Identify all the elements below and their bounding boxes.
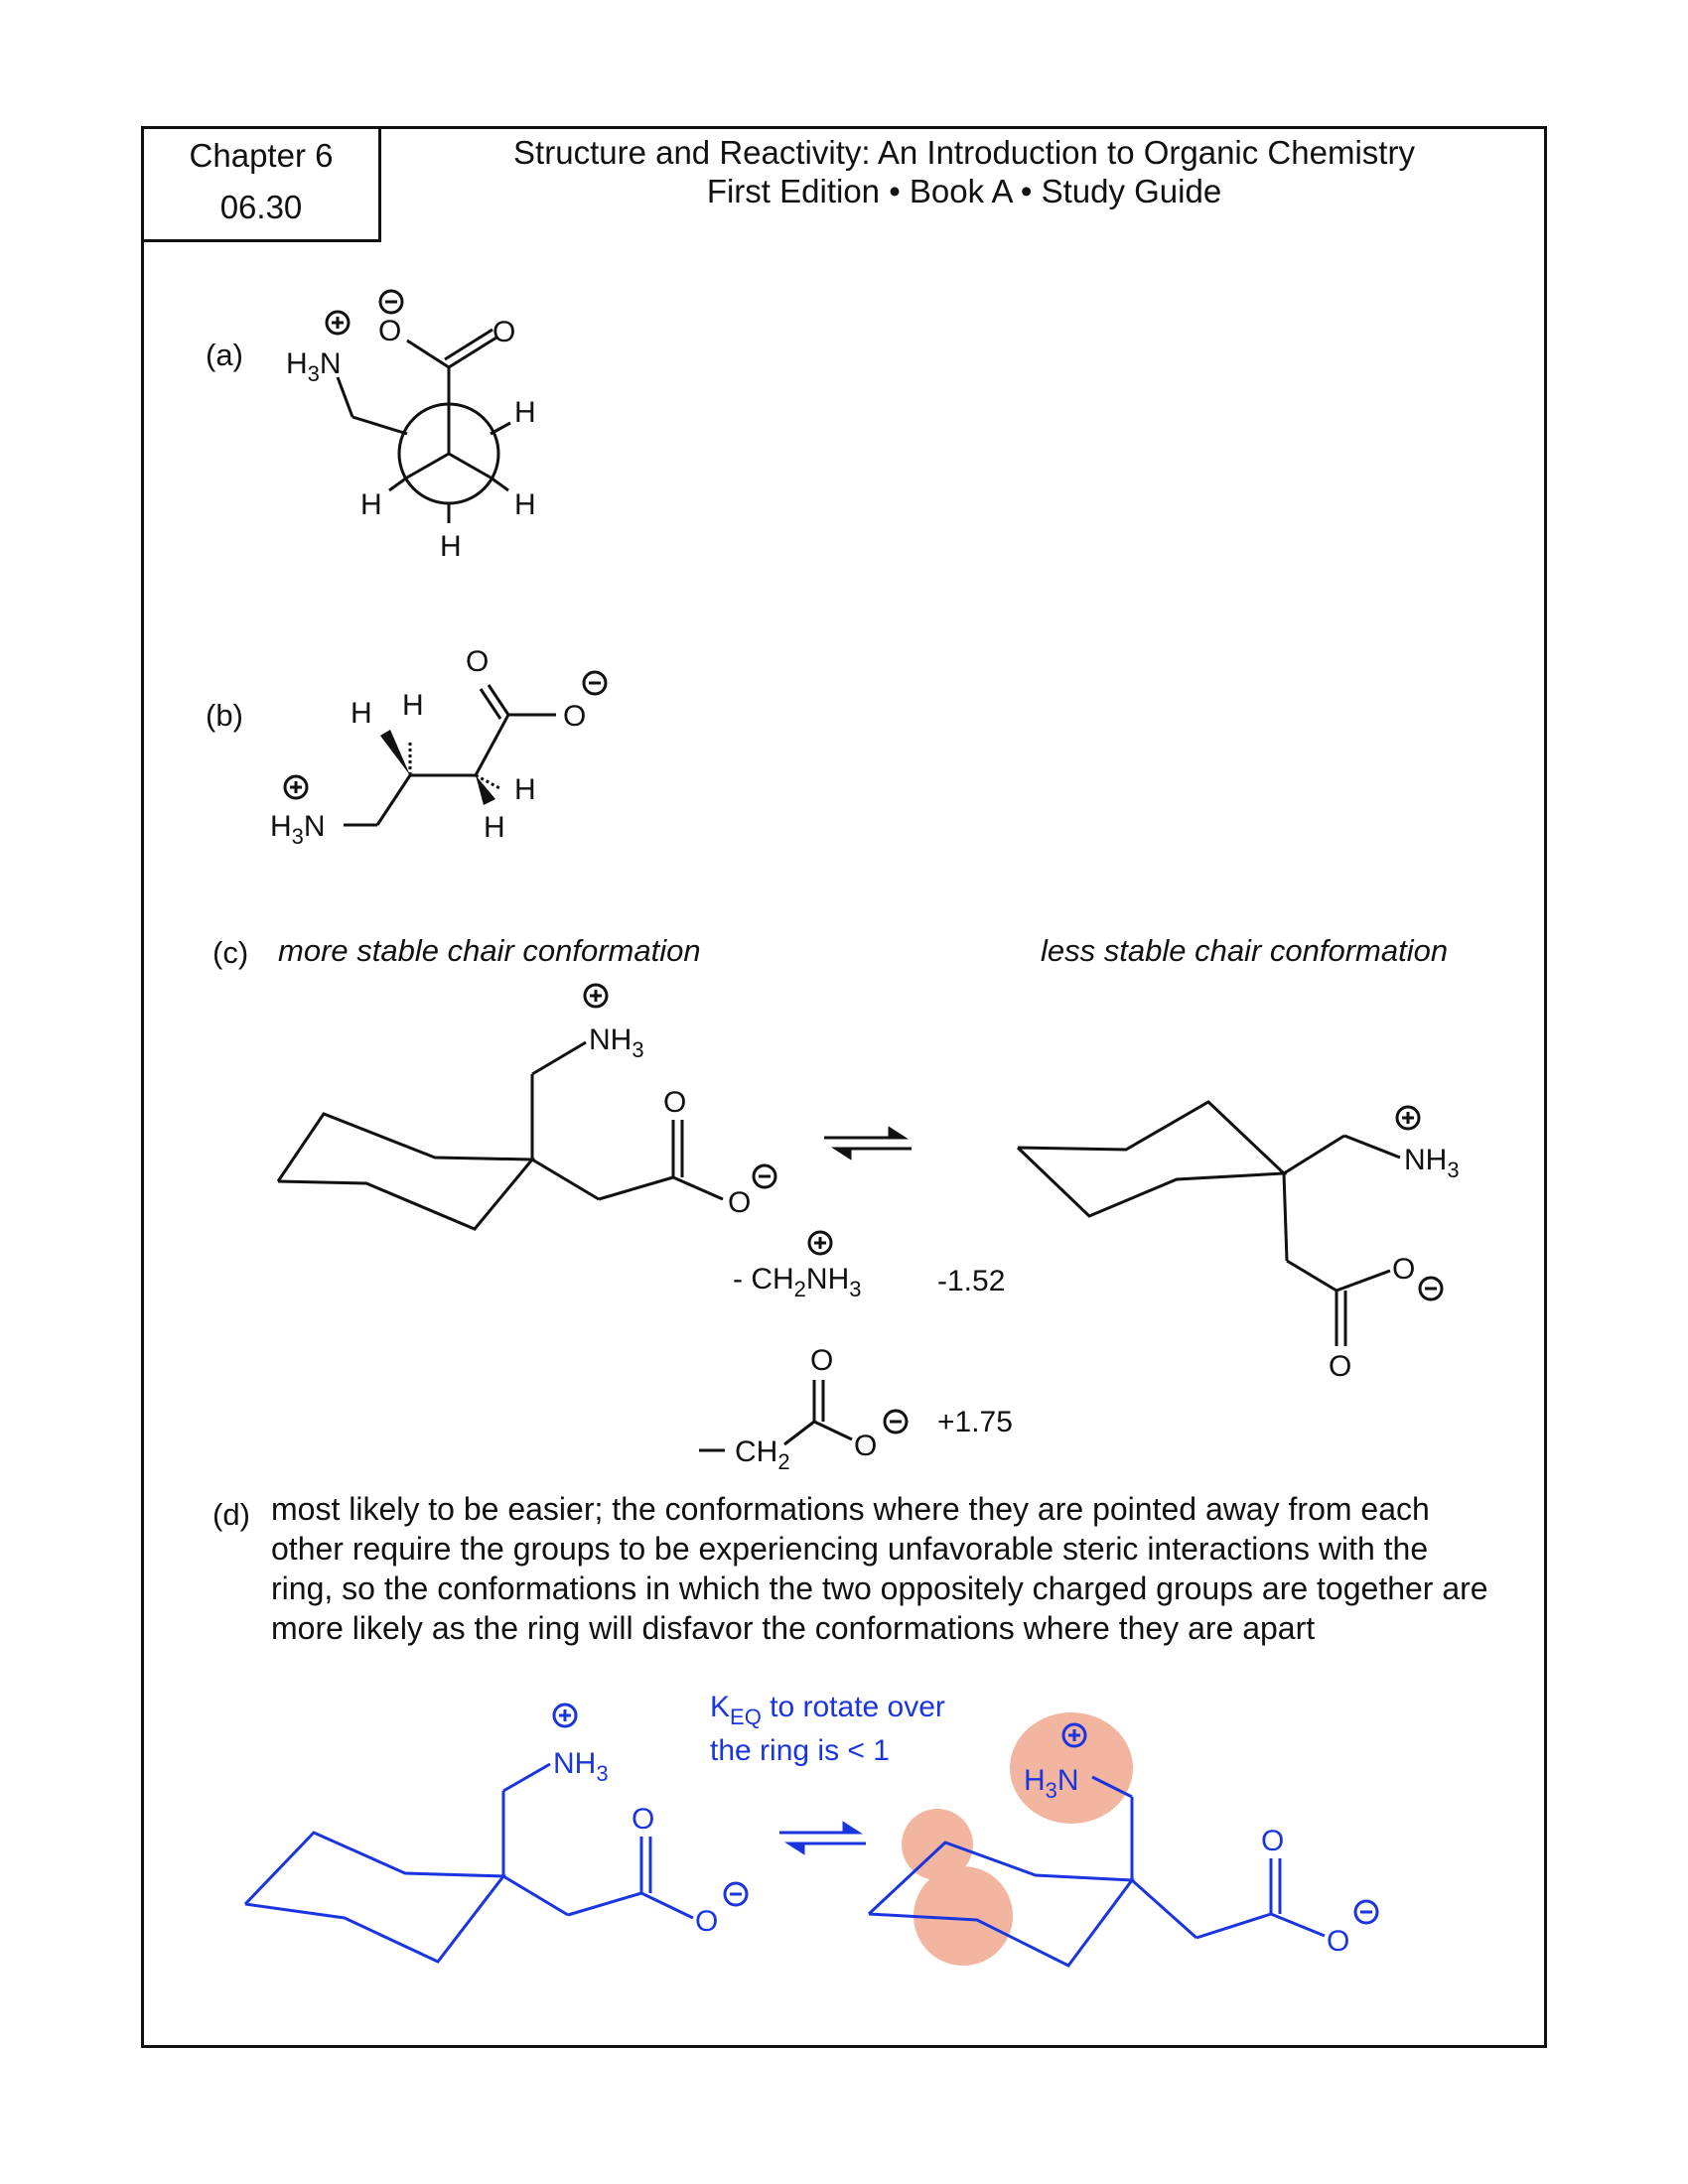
a-value-2: +1.75 — [937, 1406, 1013, 1438]
chair-left-atoms — [589, 1024, 751, 1219]
skeletal-atoms — [270, 645, 586, 849]
wedge-bond — [380, 730, 410, 775]
answer-line: more likely as the ring will disfavor the conformations where they are apart — [271, 1610, 1316, 1646]
part-d-label: (d) — [212, 1497, 250, 1532]
more-stable-caption: more stable chair conformation — [278, 933, 701, 968]
atom-h: H — [514, 396, 536, 429]
chair-more-stable — [278, 1042, 723, 1229]
problem-number: 06.30 — [219, 189, 303, 225]
answer-line: other require the groups to be experiencing unfavorable steric interactions with the — [271, 1531, 1429, 1567]
a-value-1: -1.52 — [937, 1265, 1006, 1297]
positive-charge-icon — [585, 985, 607, 1007]
part-b-label: (b) — [206, 698, 243, 733]
keq-annotation-line2: the ring is < 1 — [710, 1734, 890, 1767]
positive-charge-icon — [285, 776, 307, 798]
svg-text:H3N: $H_3N$ — [1024, 1764, 1079, 1803]
keq-annotation — [710, 1691, 945, 1767]
svg-text:O: O — [854, 1430, 878, 1462]
negative-charge-icon — [380, 291, 402, 313]
svg-text:H: H — [514, 773, 536, 806]
book-title: Structure and Reactivity: An Introduction to Organic Chemistry — [513, 134, 1415, 171]
svg-text:O: O — [810, 1344, 834, 1377]
svg-text:KEQ to rotate over: $K_{EQ}$ to rotate over — [710, 1691, 945, 1729]
equilibrium-arrows — [824, 1129, 912, 1158]
newman-atoms — [286, 315, 536, 563]
negative-charge-icon — [885, 1411, 907, 1433]
atom-h: H — [440, 530, 462, 563]
svg-text:NH3: $NH_3$ — [1404, 1144, 1460, 1182]
a-value-table — [733, 1263, 1013, 1474]
negative-charge-icon — [725, 1883, 747, 1905]
substituent-ch2nh3: - $CH_2NH_3$ — [733, 1263, 862, 1301]
svg-text:O: O — [1261, 1825, 1285, 1857]
atom-o: O — [378, 315, 402, 347]
wedge-bond — [476, 775, 495, 805]
chapter-label: Chapter 6 — [189, 137, 334, 174]
svg-text:H: H — [484, 811, 505, 844]
answer-line: ring, so the conformations in which the two oppositely charged groups are together are — [271, 1570, 1488, 1606]
svg-text:O: O — [1329, 1350, 1352, 1383]
svg-text:O: O — [466, 645, 490, 678]
blue-equilibrium-arrows — [779, 1824, 866, 1852]
negative-charge-icon — [1420, 1278, 1442, 1299]
negative-charge-icon — [1355, 1901, 1377, 1923]
svg-text:H3N: $H_3N$ — [286, 347, 342, 386]
less-stable-caption: less stable chair conformation — [1041, 933, 1449, 968]
svg-text:O: O — [1392, 1253, 1416, 1286]
svg-text:O: O — [728, 1186, 752, 1219]
positive-charge-icon — [327, 312, 349, 334]
positive-charge-icon — [554, 1705, 576, 1726]
svg-text:H: H — [402, 689, 424, 722]
book-edition: First Edition • Book A • Study Guide — [706, 173, 1222, 209]
svg-text:H: H — [351, 697, 372, 730]
svg-text:O: O — [1327, 1925, 1350, 1958]
atom-o: O — [492, 316, 516, 348]
positive-charge-icon — [809, 1232, 831, 1254]
positive-charge-icon — [1397, 1107, 1419, 1129]
svg-text:O: O — [695, 1905, 719, 1938]
substituent-ch2: $CH_2$ — [735, 1435, 790, 1474]
part-a-label: (a) — [206, 338, 243, 372]
negative-charge-icon — [754, 1165, 775, 1187]
svg-text:O: O — [632, 1803, 655, 1836]
part-c-label: (c) — [212, 935, 249, 970]
atom-h: H — [514, 488, 536, 521]
chair-less-stable — [1018, 1102, 1400, 1346]
blue-chair-left-atoms — [553, 1747, 718, 1938]
svg-text:NH3: $NH_3$ — [589, 1024, 644, 1062]
svg-text:O: O — [663, 1086, 687, 1119]
answer-line: most likely to be easier; the conformations where they are pointed away from each — [271, 1491, 1430, 1527]
negative-charge-icon — [584, 672, 606, 694]
atom-h: H — [360, 488, 382, 521]
svg-text:H3N: $H_3N$ — [270, 810, 326, 849]
svg-text:O: O — [563, 700, 587, 733]
blue-chair-left — [245, 1764, 693, 1962]
chair-right-atoms — [1329, 1144, 1460, 1383]
svg-text:NH3: $NH_3$ — [553, 1747, 609, 1786]
